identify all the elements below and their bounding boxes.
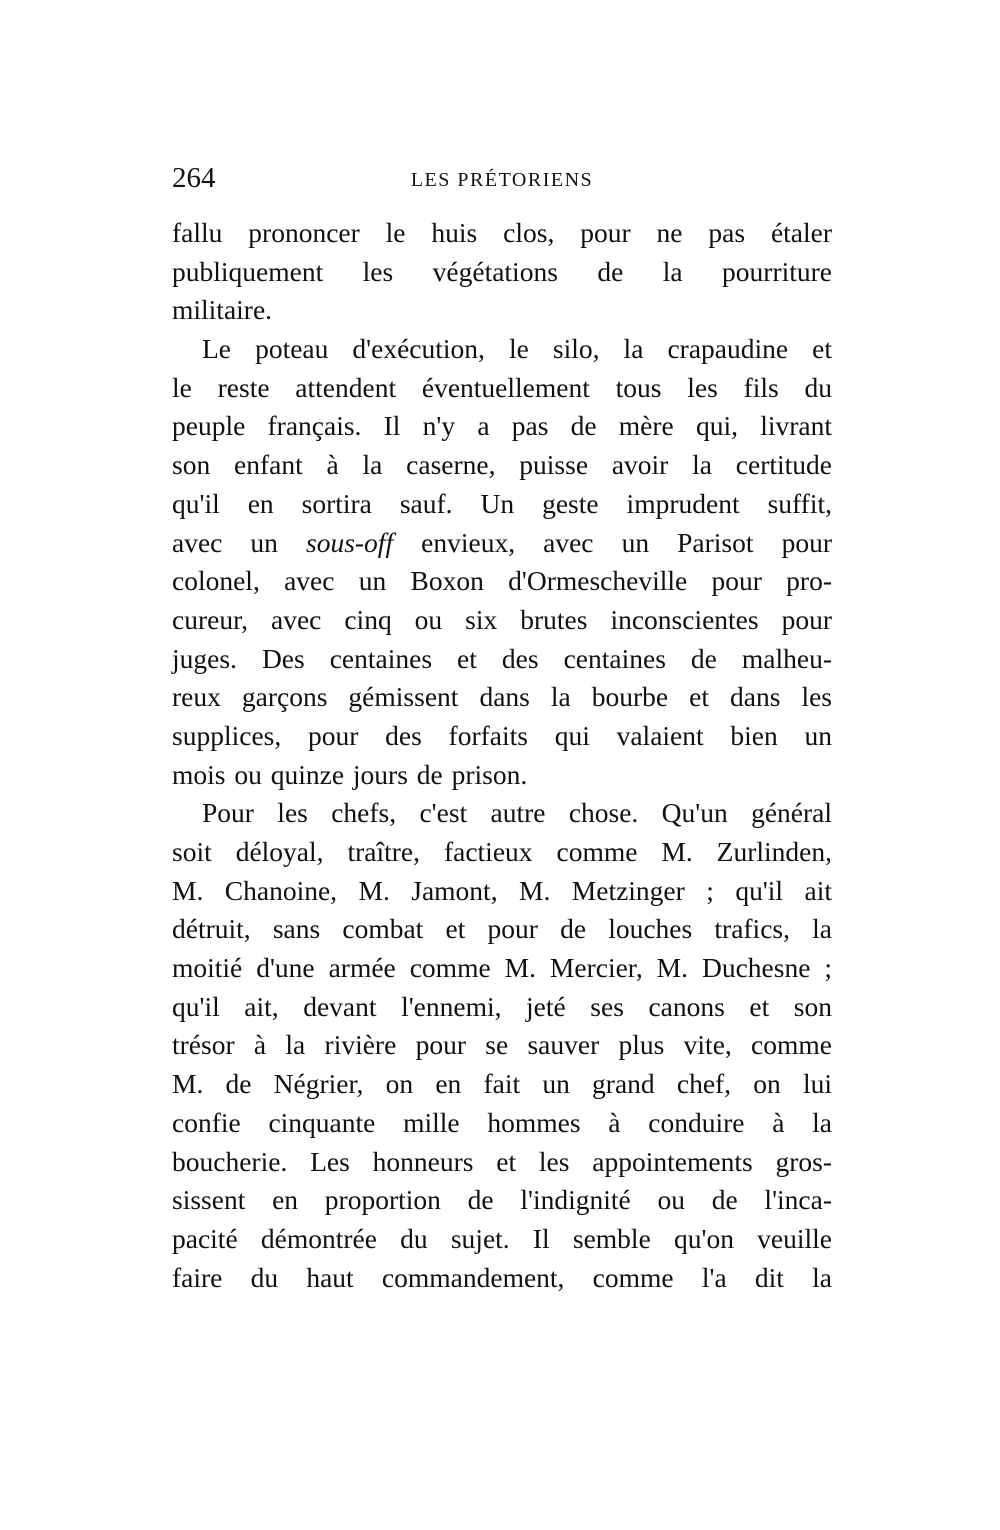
body-text (172, 214, 832, 1297)
text-line: trésor à la rivière pour se sauver plus vite, comme (172, 1029, 832, 1061)
italic-term: sous-off (306, 526, 394, 558)
text-line: qu'il ait, devant l'ennemi, jeté ses canons et son (172, 990, 832, 1022)
text-line: Pour les chefs, c'est autre chose. Qu'un général (202, 797, 832, 829)
text-line: peuple français. Il n'y a pas de mère qui, livrant (172, 410, 832, 442)
text-line: boucherie. Les honneurs et les appointements gros- (172, 1145, 832, 1177)
text-line: reux garçons gémissent dans la bourbe et dans les (172, 681, 832, 713)
text-line-with-italic (172, 524, 832, 563)
text-line: pacité démontrée du sujet. Il semble qu'on veuille (172, 1222, 832, 1254)
text-line: détruit, sans combat et pour de louches trafics, la (172, 913, 832, 945)
text-line: M. Chanoine, M. Jamont, M. Metzinger ; qu'il ait (172, 874, 832, 906)
running-head (172, 158, 832, 198)
text-line: soit déloyal, traître, factieux comme M. Zurlinden, (172, 836, 832, 867)
text-line: militaire. (172, 294, 273, 326)
text-line: confie cinquante mille hommes à conduire à la (172, 1106, 832, 1138)
text-line: son enfant à la caserne, puisse avoir la certitude (172, 449, 832, 481)
text-run: avec un (172, 526, 306, 558)
text-line: M. de Négrier, on en fait un grand chef, on lui (172, 1068, 832, 1100)
text-line: fallu prononcer le huis clos, pour ne pas étaler (172, 217, 832, 248)
text-line: le reste attendent éventuellement tous les fils du (172, 371, 832, 403)
text-line: publiquement les végétations de la pourriture (172, 255, 832, 287)
text-run: envieux, avec un Parisot pour (393, 526, 832, 558)
text-line: cureur, avec cinq ou six brutes inconscientes pour (172, 603, 832, 635)
text-line: moitié d'une armée comme M. Mercier, M. Duchesne ; (172, 952, 832, 984)
running-title: LES PRÉTORIENS (410, 169, 594, 191)
text-line: colonel, avec un Boxon d'Ormescheville pour pro- (172, 565, 832, 597)
page-number: 264 (172, 162, 216, 194)
text-line: mois ou quinze jours de prison. (172, 758, 528, 790)
text-line: Le poteau d'exécution, le silo, la crapaudine et (202, 333, 832, 365)
text-line: qu'il en sortira sauf. Un geste imprudent suffit, (172, 487, 832, 519)
text-line: sissent en proportion de l'indignité ou de l'inca- (172, 1184, 832, 1216)
text-line: juges. Des centaines et des centaines de malheu- (172, 642, 832, 674)
text-line: faire du haut commandement, comme l'a dit la (172, 1261, 832, 1293)
text-line: supplices, pour des forfaits qui valaient bien un (172, 719, 832, 751)
